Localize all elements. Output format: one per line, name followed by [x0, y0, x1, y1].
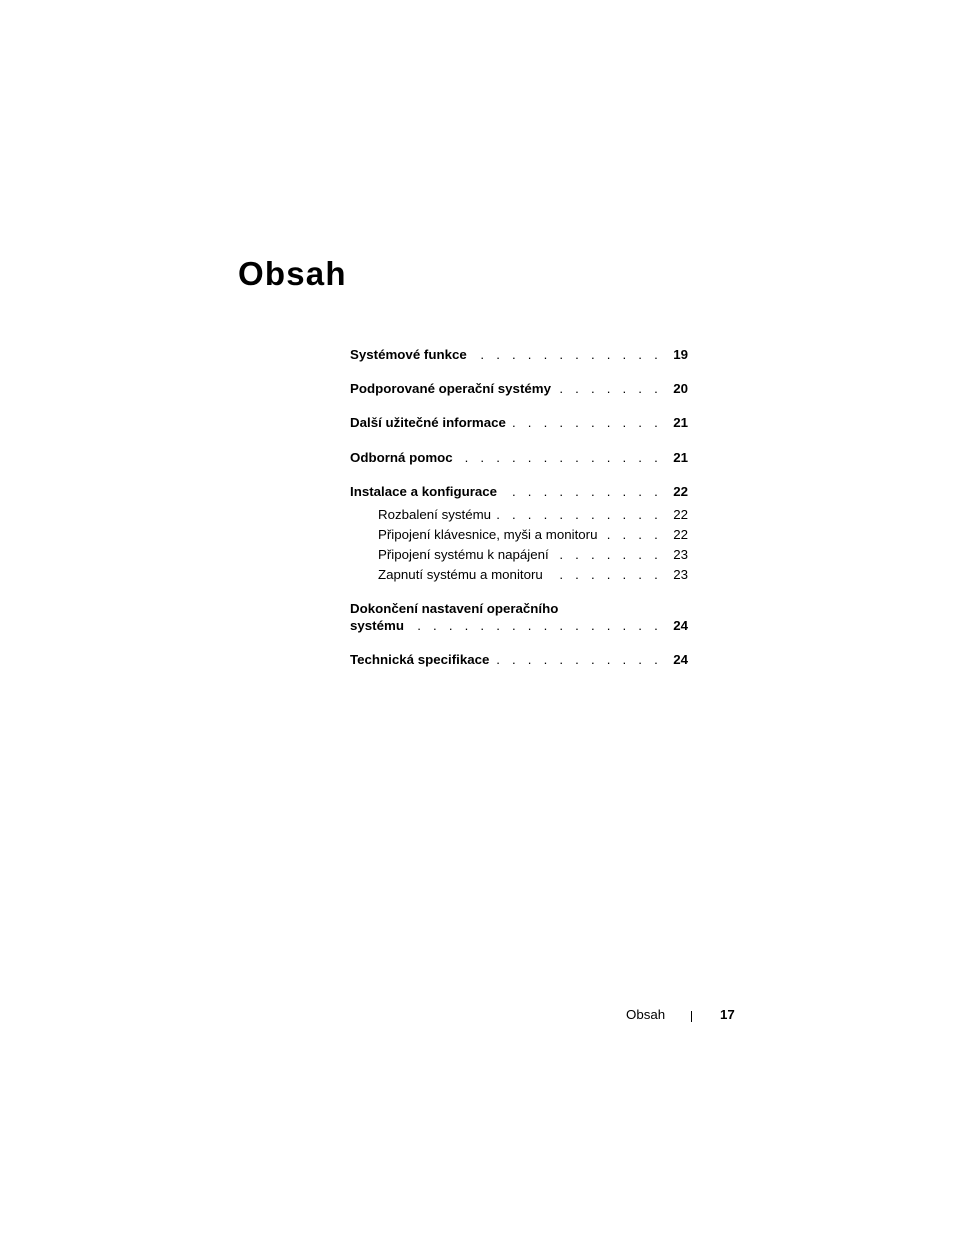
toc-entry-system-features[interactable]: [350, 346, 688, 363]
toc-entry-page: 24: [673, 618, 688, 633]
dot-leader: [495, 651, 662, 668]
footer-page-number: 17: [720, 1007, 735, 1022]
toc-subentry-power-on[interactable]: [378, 566, 688, 583]
toc-entry-installation[interactable]: [350, 483, 688, 500]
toc-entry-label: Další užitečné informace: [350, 415, 506, 430]
toc-entry-page: 23: [673, 547, 688, 562]
toc-entry-page: 22: [673, 484, 688, 499]
toc-entry-label: Technická specifikace: [350, 652, 490, 667]
toc-entry-technical-specs[interactable]: [350, 651, 688, 668]
page-title: Obsah: [238, 255, 347, 292]
toc-entry-label-line2: systému: [350, 618, 404, 633]
dot-leader: [557, 380, 662, 397]
toc-subentry-unpacking[interactable]: [378, 506, 688, 523]
dot-leader: [604, 526, 663, 543]
toc-entry-label: Rozbalení systému: [378, 507, 492, 522]
toc-entry-page: 23: [673, 567, 688, 582]
toc-entry-label: Připojení systému k napájení: [378, 547, 549, 562]
toc-entry-page: 19: [673, 347, 688, 362]
dot-leader: [459, 449, 662, 466]
toc-entry-page: 22: [673, 527, 688, 542]
dot-leader: [497, 506, 662, 523]
toc-entry-label-line1: Dokončení nastavení operačního: [350, 601, 559, 616]
toc-entry-label: Zapnutí systému a monitoru: [378, 567, 543, 582]
toc-entry-label: Odborná pomoc: [350, 450, 453, 465]
toc-subentry-connect-power[interactable]: [378, 546, 688, 563]
dot-leader: [410, 617, 662, 634]
toc-entry-label: Systémové funkce: [350, 347, 467, 362]
toc-entry-os-setup[interactable]: [350, 600, 688, 634]
toc-subentry-connect-peripherals[interactable]: [378, 526, 688, 543]
dot-leader: [503, 483, 662, 500]
toc-entry-other-info[interactable]: [350, 414, 688, 431]
dot-leader: [473, 346, 662, 363]
toc-entry-page: 22: [673, 507, 688, 522]
toc-entry-label: Připojení klávesnice, myši a monitoru: [378, 527, 598, 542]
dot-leader: [512, 414, 662, 431]
toc-entry-label: Podporované operační systémy: [350, 381, 551, 396]
toc-entry-page: 21: [673, 450, 688, 465]
toc-entry-label: Instalace a konfigurace: [350, 484, 498, 499]
page-footer: [0, 1006, 954, 1026]
toc-entry-supported-os[interactable]: [350, 380, 688, 397]
footer-separator: [691, 1011, 692, 1022]
footer-section-label: Obsah: [626, 1007, 666, 1022]
toc-entry-technical-help[interactable]: [350, 449, 688, 466]
dot-leader: [549, 566, 662, 583]
toc-entry-page: 20: [673, 381, 688, 396]
toc-entry-page: 21: [673, 415, 688, 430]
dot-leader: [555, 546, 662, 563]
toc-entry-page: 24: [673, 652, 688, 667]
